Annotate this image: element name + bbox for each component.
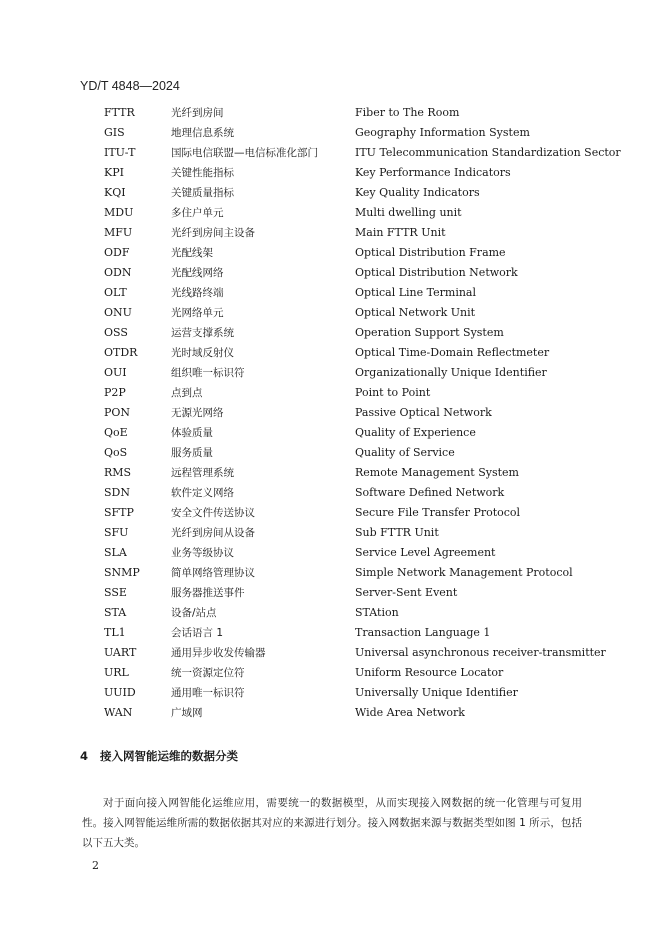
abbreviation-english: Optical Time-Domain Reflectmeter (355, 346, 550, 359)
abbreviation-english: Wide Area Network (355, 706, 465, 719)
abbreviation-row (0, 383, 662, 403)
abbreviation-term: ITU-T (104, 146, 136, 159)
abbreviation-term: WAN (104, 706, 133, 719)
abbreviation-english: Operation Support System (355, 326, 504, 339)
abbreviation-english: Optical Line Terminal (355, 286, 477, 299)
abbreviation-term: OTDR (104, 346, 138, 359)
abbreviation-table (0, 103, 662, 723)
abbreviation-chinese: 地理信息系统 (171, 127, 234, 139)
abbreviation-row (0, 363, 662, 383)
section-paragraph: 对于面向接入网智能化运维应用，需要统一的数据模型，从而实现接入网数据的统一化管理与可复用性。接入网智能运维所需的数据依据其对应的来源进行划分。接入网数据来源与数据类型如图 1 所示，包括以下五大类。 (82, 797, 582, 849)
abbreviation-term: KPI (104, 166, 124, 179)
abbreviation-english: Optical Network Unit (355, 306, 476, 319)
abbreviation-english: Software Defined Network (355, 486, 505, 499)
abbreviation-chinese: 组织唯一标识符 (171, 367, 245, 379)
abbreviation-term: OLT (104, 286, 127, 299)
abbreviation-term: SLA (104, 546, 127, 559)
abbreviation-row (0, 483, 662, 503)
abbreviation-chinese: 多住户单元 (171, 207, 224, 219)
abbreviation-english: Main FTTR Unit (355, 226, 446, 239)
abbreviation-row (0, 263, 662, 283)
abbreviation-term: MFU (104, 226, 133, 239)
abbreviation-english: Fiber to The Room (355, 106, 460, 119)
abbreviation-chinese: 光配线架 (171, 247, 213, 259)
abbreviation-term: GIS (104, 126, 125, 139)
abbreviation-row (0, 283, 662, 303)
abbreviation-chinese: 光纤到房间主设备 (171, 227, 255, 239)
abbreviation-row (0, 443, 662, 463)
abbreviation-row (0, 123, 662, 143)
abbreviation-english: Simple Network Management Protocol (355, 566, 573, 579)
abbreviation-english: Transaction Language 1 (355, 626, 491, 639)
abbreviation-row (0, 103, 662, 123)
abbreviation-row (0, 543, 662, 563)
abbreviation-chinese: 广域网 (171, 707, 203, 719)
abbreviation-row (0, 343, 662, 363)
abbreviation-english: Key Quality Indicators (355, 186, 480, 199)
abbreviation-term: SNMP (104, 566, 140, 579)
abbreviation-chinese: 光纤到房间从设备 (171, 527, 255, 539)
abbreviation-row (0, 183, 662, 203)
abbreviation-term: UART (104, 646, 137, 659)
abbreviation-english: Multi dwelling unit (355, 206, 462, 219)
abbreviation-row (0, 603, 662, 623)
abbreviation-term: TL1 (104, 626, 126, 639)
abbreviation-row (0, 643, 662, 663)
abbreviation-chinese: 会话语言 1 (171, 627, 224, 639)
abbreviation-english: ITU Telecommunication Standardization Sector (355, 146, 621, 159)
abbreviation-term: ONU (104, 306, 132, 319)
abbreviation-row (0, 143, 662, 163)
abbreviation-term: P2P (104, 386, 126, 399)
abbreviation-english: Key Performance Indicators (355, 166, 511, 179)
abbreviation-chinese: 运营支撑系统 (171, 327, 234, 339)
abbreviation-english: Passive Optical Network (355, 406, 492, 419)
abbreviation-row (0, 523, 662, 543)
abbreviation-term: QoS (104, 446, 128, 459)
abbreviation-chinese: 关键性能指标 (171, 167, 234, 179)
abbreviation-row (0, 163, 662, 183)
abbreviation-term: ODN (104, 266, 132, 279)
abbreviation-row (0, 663, 662, 683)
abbreviation-row (0, 323, 662, 343)
abbreviation-chinese: 体验质量 (171, 427, 213, 439)
abbreviation-term: UUID (104, 686, 136, 699)
abbreviation-english: Uniform Resource Locator (355, 666, 504, 679)
abbreviation-row (0, 403, 662, 423)
abbreviation-english: Quality of Experience (355, 426, 476, 439)
abbreviation-row (0, 563, 662, 583)
abbreviation-chinese: 关键质量指标 (171, 187, 234, 199)
abbreviation-chinese: 服务质量 (171, 447, 213, 459)
abbreviation-row (0, 223, 662, 243)
abbreviation-english: Point to Point (355, 386, 431, 399)
abbreviation-row (0, 503, 662, 523)
abbreviation-english: Secure File Transfer Protocol (355, 506, 521, 519)
abbreviation-term: OSS (104, 326, 128, 339)
abbreviation-english: Optical Distribution Frame (355, 246, 506, 259)
abbreviation-term: URL (104, 666, 129, 679)
abbreviation-row (0, 703, 662, 723)
abbreviation-term: QoE (104, 426, 128, 439)
abbreviation-chinese: 无源光网络 (171, 407, 224, 419)
page-number: 2 (92, 859, 99, 872)
abbreviation-term: SFU (104, 526, 129, 539)
abbreviation-english: Universal asynchronous receiver-transmitter (355, 646, 606, 659)
abbreviation-chinese: 点到点 (171, 387, 203, 399)
abbreviation-chinese: 通用异步收发传输器 (171, 647, 266, 659)
section-number: 4 (80, 749, 89, 763)
abbreviation-chinese: 统一资源定位符 (171, 667, 245, 679)
abbreviation-row (0, 623, 662, 643)
abbreviation-term: FTTR (104, 106, 135, 119)
section-title: 接入网智能运维的数据分类 (100, 749, 239, 763)
abbreviation-english: Server-Sent Event (355, 586, 458, 599)
abbreviation-term: SDN (104, 486, 130, 499)
abbreviation-chinese: 安全文件传送协议 (171, 507, 255, 519)
abbreviation-english: Organizationally Unique Identifier (355, 366, 547, 379)
abbreviation-term: RMS (104, 466, 132, 479)
abbreviation-chinese: 服务器推送事件 (171, 587, 245, 599)
abbreviation-chinese: 光线路终端 (171, 287, 224, 299)
section-heading (80, 748, 238, 764)
abbreviation-english: STAtion (355, 606, 399, 619)
abbreviation-english: Geography Information System (355, 126, 530, 139)
abbreviation-row (0, 243, 662, 263)
abbreviation-chinese: 光配线网络 (171, 267, 224, 279)
abbreviation-chinese: 业务等级协议 (171, 547, 234, 559)
abbreviation-chinese: 光时域反射仪 (171, 347, 234, 359)
abbreviation-english: Universally Unique Identifier (355, 686, 518, 699)
abbreviation-term: PON (104, 406, 131, 419)
abbreviation-chinese: 远程管理系统 (171, 467, 234, 479)
abbreviation-row (0, 463, 662, 483)
abbreviation-term: SFTP (104, 506, 134, 519)
abbreviation-english: Sub FTTR Unit (355, 526, 439, 539)
abbreviation-english: Optical Distribution Network (355, 266, 518, 279)
abbreviation-chinese: 光纤到房间 (171, 107, 224, 119)
abbreviation-row (0, 683, 662, 703)
abbreviation-english: Quality of Service (355, 446, 455, 459)
abbreviation-term: STA (104, 606, 127, 619)
abbreviation-term: SSE (104, 586, 127, 599)
abbreviation-chinese: 国际电信联盟—电信标准化部门 (171, 147, 318, 159)
abbreviation-row (0, 303, 662, 323)
abbreviation-chinese: 通用唯一标识符 (171, 687, 245, 699)
abbreviation-chinese: 简单网络管理协议 (171, 567, 255, 579)
abbreviation-chinese: 设备/站点 (171, 607, 217, 619)
abbreviation-chinese: 光网络单元 (171, 307, 224, 319)
abbreviation-term: KQI (104, 186, 126, 199)
abbreviation-english: Service Level Agreement (355, 546, 496, 559)
abbreviation-term: MDU (104, 206, 134, 219)
abbreviation-row (0, 203, 662, 223)
document-id: YD/T 4848—2024 (80, 79, 180, 93)
abbreviation-term: ODF (104, 246, 130, 259)
abbreviation-term: OUI (104, 366, 127, 379)
abbreviation-row (0, 423, 662, 443)
abbreviation-chinese: 软件定义网络 (171, 487, 234, 499)
abbreviation-row (0, 583, 662, 603)
abbreviation-english: Remote Management System (355, 466, 519, 479)
